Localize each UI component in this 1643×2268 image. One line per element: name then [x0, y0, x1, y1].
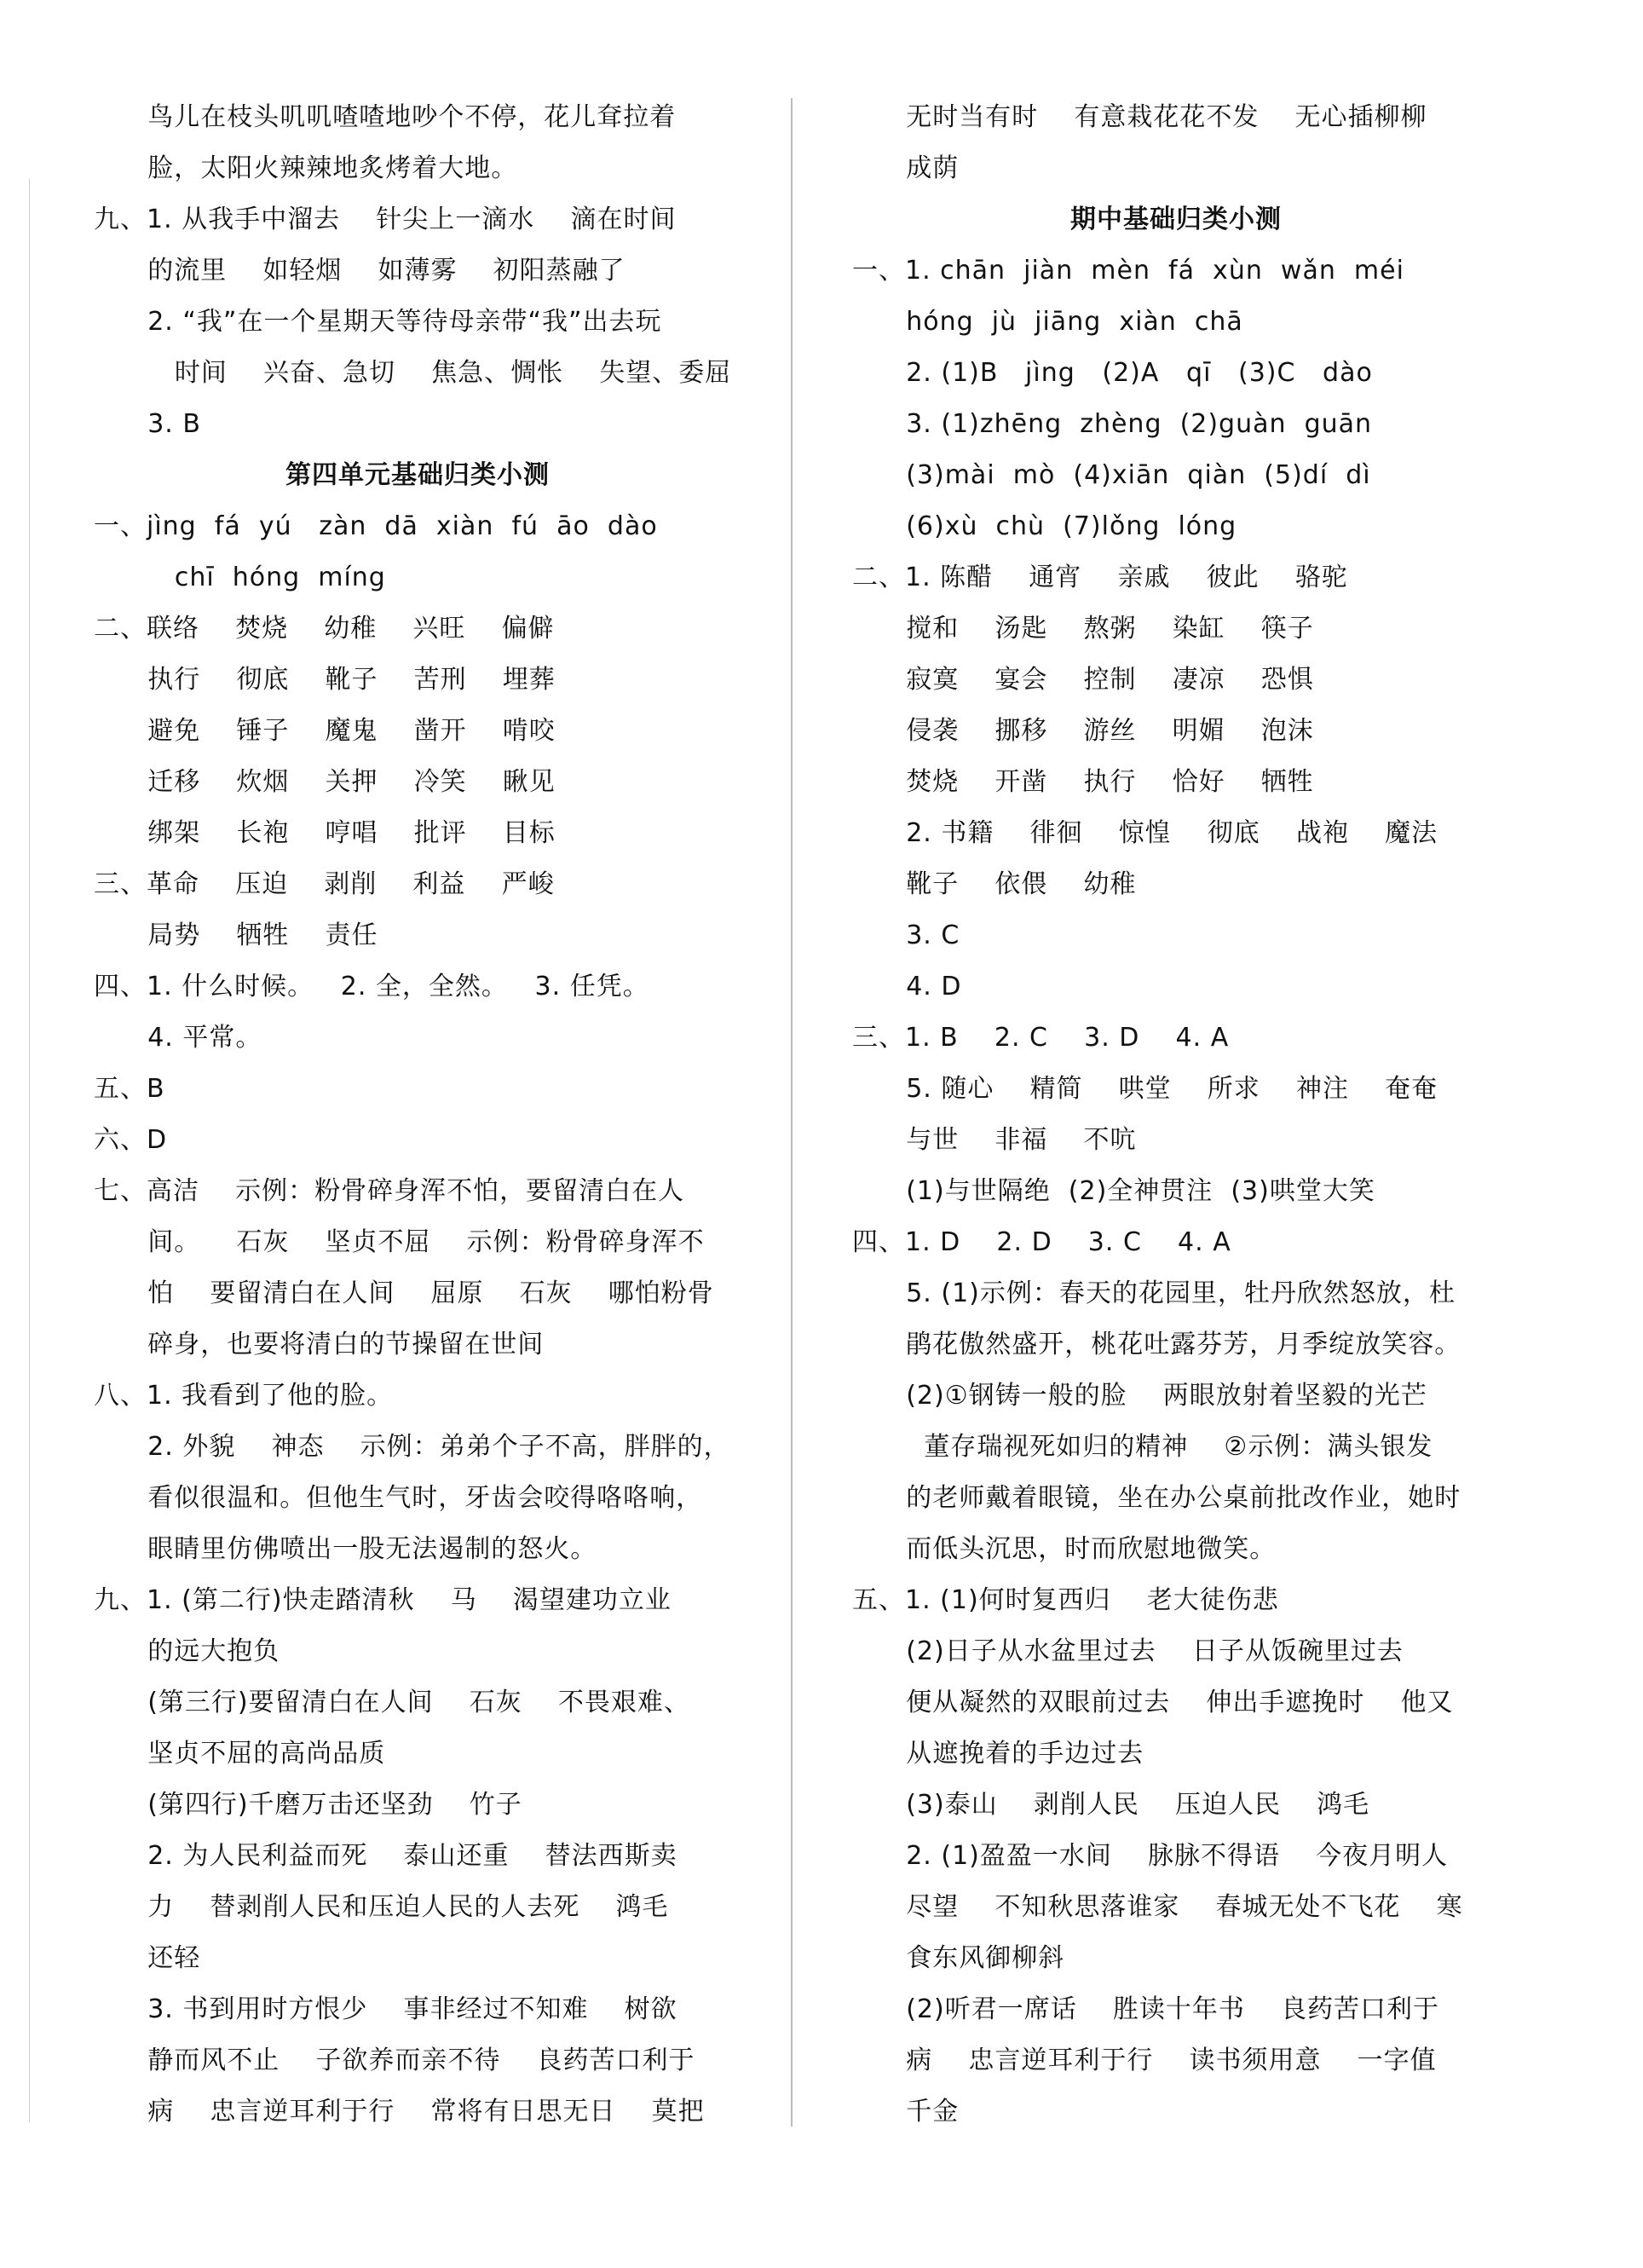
answer-line: 2. (1)盈盈一水间 脉脉不得语 今夜月明人 [852, 1841, 1449, 1871]
answer-line: 时间 兴奋、急切 焦急、惆怅 失望、委屈 [94, 358, 732, 388]
answer-line: 四、1. 什么时候。 2. 全，全然。 3. 任凭。 [94, 972, 649, 1001]
answer-line: 2. 为人民利益而死 泰山还重 替法西斯卖 [94, 1841, 677, 1871]
answer-line: 3. B [94, 409, 201, 439]
answer-line: 的远大抱负 [94, 1636, 280, 1666]
answer-line: 2. (1)B jìng (2)A qī (3)C dào [852, 358, 1373, 388]
answer-line: 二、联络 焚烧 幼稚 兴旺 偏僻 [94, 614, 555, 643]
answer-line: 静而风不止 子欲养而亲不待 良药苦口利于 [94, 2046, 695, 2075]
answer-line: chī hóng míng [94, 563, 386, 592]
answer-line: 绑架 长袍 哼唱 批评 目标 [94, 818, 556, 848]
left-margin-line [29, 179, 30, 2122]
answer-line: 力 替剥削人民和压迫人民的人去死 鸿毛 [94, 1892, 669, 1922]
answer-line: 3. C [852, 920, 960, 950]
section-heading: 期中基础归类小测 [1070, 205, 1282, 234]
answer-line: 五、1. (1)何时复西归 老大徒伤悲 [852, 1585, 1279, 1615]
answer-line: 鹃花傲然盛开，桃花吐露芬芳，月季绽放笑容。 [852, 1330, 1461, 1359]
answer-line: 尽望 不知秋思落谁家 春城无处不飞花 寒 [852, 1892, 1463, 1922]
answer-line: 2. 外貌 神态 示例：弟弟个子不高，胖胖的， [94, 1432, 730, 1462]
column-divider [791, 98, 793, 2127]
answer-line: 间。 石灰 坚贞不屈 示例：粉骨碎身浑不 [94, 1227, 705, 1257]
answer-line: 搅和 汤匙 熬粥 染缸 筷子 [852, 614, 1314, 643]
answer-line: 焚烧 开凿 执行 恰好 牺牲 [852, 767, 1314, 797]
answer-line: 看似很温和。但他生气时，牙齿会咬得咯咯响， [94, 1483, 703, 1513]
answer-line: 怕 要留清白在人间 屈原 石灰 哪怕粉骨 [94, 1278, 714, 1308]
answer-line: (6)xù chù (7)lǒng lóng [852, 511, 1237, 541]
answer-line: 的流里 如轻烟 如薄雾 初阳蒸融了 [94, 256, 625, 286]
answer-line: 与世 非福 不吭 [852, 1125, 1137, 1155]
answer-line: 2. 书籍 徘徊 惊惶 彻底 战袍 魔法 [852, 818, 1438, 848]
answer-line: 董存瑞视死如归的精神 ②示例：满头银发 [852, 1432, 1433, 1462]
answer-line: 一、1. chān jiàn mèn fá xùn wǎn méi [852, 256, 1404, 286]
answer-line: 病 忠言逆耳利于行 读书须用意 一字值 [852, 2046, 1437, 2075]
answer-line: 四、1. D 2. D 3. C 4. A [852, 1227, 1231, 1257]
answer-line: (第四行)千磨万击还坚劲 竹子 [94, 1790, 522, 1820]
answer-line: (2)①钢铸一般的脸 两眼放射着坚毅的光芒 [852, 1381, 1427, 1411]
answer-line: 侵袭 挪移 游丝 明媚 泡沫 [852, 716, 1314, 746]
answer-line: 3. (1)zhēng zhèng (2)guàn guān [852, 409, 1373, 439]
answer-line: 还轻 [94, 1943, 201, 1973]
right-column [852, 92, 1500, 2138]
answer-line: 五、B [94, 1074, 165, 1104]
answer-line: 坚贞不屈的高尚品质 [94, 1739, 386, 1769]
answer-line: 局势 牺牲 责任 [94, 920, 378, 950]
answer-line: 3. 书到用时方恨少 事非经过不知难 树欲 [94, 1994, 677, 2024]
answer-line: 的老师戴着眼镜，坐在办公桌前批改作业，她时 [852, 1483, 1461, 1513]
answer-line: 4. D [852, 972, 962, 1001]
answer-line: 鸟儿在枝头叽叽喳喳地吵个不停，花儿耷拉着 [94, 102, 677, 132]
answer-line: 2. “我”在一个星期天等待母亲带“我”出去玩 [94, 307, 662, 337]
left-column [94, 92, 741, 2138]
answer-line: (2)听君一席话 胜读十年书 良药苦口利于 [852, 1994, 1440, 2024]
answer-line: 脸，太阳火辣辣地炙烤着大地。 [94, 153, 518, 183]
answer-line: (1)与世隔绝 (2)全神贯注 (3)哄堂大笑 [852, 1176, 1375, 1206]
answer-line: hóng jù jiāng xiàn chā [852, 307, 1243, 337]
answer-line: (第三行)要留清白在人间 石灰 不畏艰难、 [94, 1688, 690, 1717]
answer-line: 眼睛里仿佛喷出一股无法遏制的怒火。 [94, 1534, 597, 1564]
answer-line: (2)日子从水盆里过去 日子从饭碗里过去 [852, 1636, 1404, 1666]
answer-line: (3)泰山 剥削人民 压迫人民 鸿毛 [852, 1790, 1370, 1820]
answer-line: 迁移 炊烟 关押 冷笑 瞅见 [94, 767, 556, 797]
answer-line: 二、1. 陈醋 通宵 亲戚 彼此 骆驼 [852, 563, 1348, 592]
answer-line: 九、1. (第二行)快走踏清秋 马 渴望建功立业 [94, 1585, 672, 1615]
answer-line: 病 忠言逆耳利于行 常将有日思无日 莫把 [94, 2097, 705, 2127]
section-heading: 第四单元基础归类小测 [285, 460, 550, 490]
answer-line: 三、革命 压迫 剥削 利益 严峻 [94, 869, 555, 899]
answer-line: 靴子 依偎 幼稚 [852, 869, 1137, 899]
answer-line: 便从凝然的双眼前过去 伸出手遮挽时 他又 [852, 1688, 1454, 1717]
answer-line: (3)mài mò (4)xiān qiàn (5)dí dì [852, 460, 1371, 490]
answer-line: 八、1. 我看到了他的脸。 [94, 1381, 394, 1411]
answer-line: 无时当有时 有意栽花花不发 无心插柳柳 [852, 102, 1427, 132]
answer-line: 避免 锤子 魔鬼 凿开 啃咬 [94, 716, 556, 746]
answer-line: 食东风御柳斜 [852, 1943, 1065, 1973]
answer-line: 成荫 [852, 153, 960, 183]
answer-line: 而低头沉思，时而欣慰地微笑。 [852, 1534, 1277, 1564]
answer-line: 七、高洁 示例：粉骨碎身浑不怕，要留清白在人 [94, 1176, 685, 1206]
answer-line: 九、1. 从我手中溜去 针尖上一滴水 滴在时间 [94, 205, 677, 234]
answer-line: 5. (1)示例：春天的花园里，牡丹欣然怒放，杜 [852, 1278, 1456, 1308]
answer-line: 千金 [852, 2097, 960, 2127]
answer-line: 一、jìng fá yú zàn dā xiàn fú āo dào [94, 511, 658, 541]
answer-line: 从遮挽着的手边过去 [852, 1739, 1144, 1769]
answer-line: 碎身，也要将清白的节操留在世间 [94, 1330, 545, 1359]
answer-line: 执行 彻底 靴子 苦刑 埋葬 [94, 665, 556, 695]
answer-line: 寂寞 宴会 控制 凄凉 恐惧 [852, 665, 1314, 695]
answer-line: 六、D [94, 1125, 168, 1155]
answer-line: 5. 随心 精简 哄堂 所求 神注 奄奄 [852, 1074, 1438, 1104]
answer-line: 4. 平常。 [94, 1023, 262, 1053]
answer-line: 三、1. B 2. C 3. D 4. A [852, 1023, 1230, 1053]
